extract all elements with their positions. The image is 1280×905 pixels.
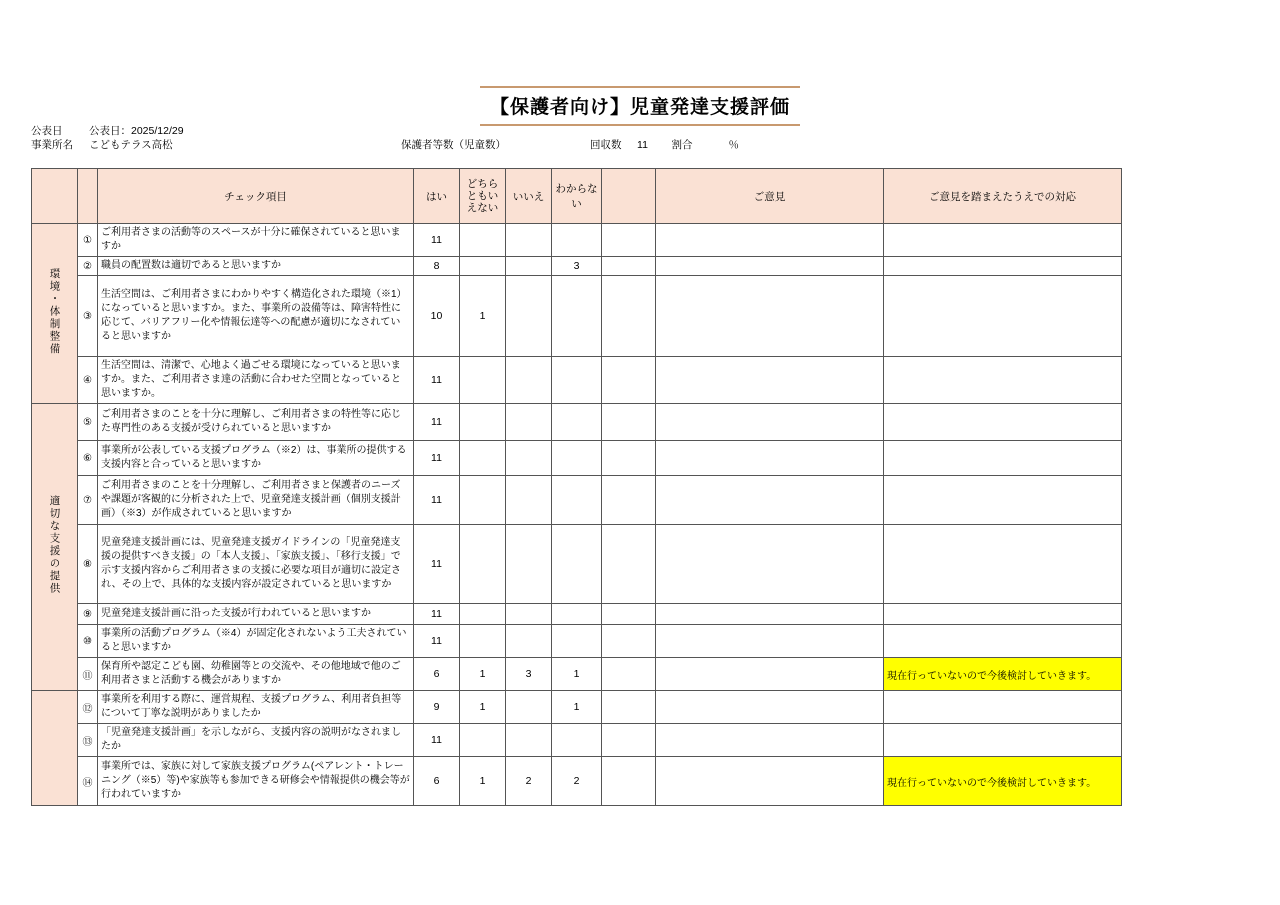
table-header-row: [32, 169, 1122, 224]
table-row: [32, 658, 1122, 691]
count-blank: [602, 757, 656, 806]
publish-date-value: 公表日：2025/12/29: [89, 125, 184, 137]
opinion-cell: [656, 525, 884, 604]
row-number: ⑭: [78, 757, 98, 806]
header-item: チェック項目: [98, 169, 414, 224]
count-neither: [460, 625, 506, 658]
header-yes: はい: [414, 169, 460, 224]
table-row: [32, 357, 1122, 404]
count-yes: 9: [414, 691, 460, 724]
publish-date-label: 公表日: [31, 125, 63, 137]
guardian-count-label: 保護者等数（児童数）: [401, 139, 506, 151]
count-blank: [602, 525, 656, 604]
table-row: [32, 724, 1122, 757]
table-row: [32, 257, 1122, 276]
table-row: [32, 476, 1122, 525]
response-cell: [884, 441, 1122, 476]
evaluation-table: [31, 168, 1122, 806]
category-label: 適切な支援の提供: [48, 495, 61, 595]
question-text: 生活空間は、ご利用者さまにわかりやすく構造化された環境（※1）になっていると思いますか。また、事業所の設備等は、障害特性に応じて、バリアフリー化や情報伝達等への配慮が適切になされていると思いますか: [98, 276, 414, 357]
count-neither: 1: [460, 691, 506, 724]
count-unknown: [552, 357, 602, 404]
count-neither: [460, 357, 506, 404]
row-number: ⑨: [78, 604, 98, 625]
count-unknown: 2: [552, 757, 602, 806]
header-unknown: わからない: [552, 169, 602, 224]
table-body: [32, 224, 1122, 806]
count-unknown: [552, 525, 602, 604]
meta-block: [31, 124, 1251, 152]
collected-count-label: 回収数: [590, 139, 622, 151]
row-number: ⑪: [78, 658, 98, 691]
collected-count-value: 11: [637, 139, 648, 151]
count-unknown: 3: [552, 257, 602, 276]
opinion-cell: [656, 476, 884, 525]
count-neither: 1: [460, 757, 506, 806]
table-row: [32, 276, 1122, 357]
count-no: [506, 476, 552, 525]
count-blank: [602, 476, 656, 525]
question-text: 児童発達支援計画には、児童発達支援ガイドラインの「児童発達支援の提供すべき支援」の「本人支援」、「家族支援」、「移行支援」で示す支援内容からご利用者さまの支援に必要な項目が適切に設定され、その上で、具体的な支援内容が設定されていると思いますか: [98, 525, 414, 604]
count-unknown: [552, 224, 602, 257]
question-text: ご利用者さまのことを十分理解し、ご利用者さまと保護者のニーズや課題が客観的に分析された上で、児童発達支援計画（個別支援計画）（※3）が作成されていると思いますか: [98, 476, 414, 525]
count-unknown: [552, 441, 602, 476]
response-cell: [884, 404, 1122, 441]
question-text: 「児童発達支援計画」を示しながら、支援内容の説明がなされましたか: [98, 724, 414, 757]
response-cell: [884, 525, 1122, 604]
count-yes: 6: [414, 658, 460, 691]
question-text: ご利用者さまのことを十分に理解し、ご利用者さまの特性等に応じた専門性のある支援が受けられていると思いますか: [98, 404, 414, 441]
opinion-cell: [656, 357, 884, 404]
count-no: [506, 691, 552, 724]
category-cell-support: [32, 404, 78, 691]
count-blank: [602, 691, 656, 724]
opinion-cell: [656, 276, 884, 357]
count-yes: 10: [414, 276, 460, 357]
table-row: [32, 757, 1122, 806]
count-no: [506, 441, 552, 476]
count-no: [506, 257, 552, 276]
row-number: ⑦: [78, 476, 98, 525]
count-unknown: [552, 604, 602, 625]
count-blank: [602, 724, 656, 757]
count-neither: [460, 525, 506, 604]
count-unknown: 1: [552, 658, 602, 691]
row-number: ⑩: [78, 625, 98, 658]
response-cell-highlighted: 現在行っていないので今後検討していきます。: [884, 757, 1122, 806]
opinion-cell: [656, 724, 884, 757]
count-yes: 11: [414, 604, 460, 625]
response-cell: [884, 625, 1122, 658]
percent-sign: ％: [728, 139, 739, 151]
count-blank: [602, 276, 656, 357]
header-neither: どちらともいえない: [460, 169, 506, 224]
count-neither: 1: [460, 276, 506, 357]
table-row: [32, 441, 1122, 476]
row-number: ④: [78, 357, 98, 404]
opinion-cell: [656, 257, 884, 276]
count-blank: [602, 357, 656, 404]
count-no: [506, 625, 552, 658]
count-yes: 11: [414, 441, 460, 476]
table-row: [32, 625, 1122, 658]
count-yes: 8: [414, 257, 460, 276]
response-cell: [884, 476, 1122, 525]
count-blank: [602, 257, 656, 276]
row-number: ⑥: [78, 441, 98, 476]
response-cell: [884, 604, 1122, 625]
category-cell-empty: [32, 691, 78, 806]
row-number: ⑫: [78, 691, 98, 724]
count-neither: [460, 604, 506, 625]
count-no: [506, 604, 552, 625]
question-text: 事業所を利用する際に、運営規程、支援プログラム、利用者負担等について丁寧な説明がありましたか: [98, 691, 414, 724]
rate-label: 割合: [671, 139, 693, 151]
row-number: ⑬: [78, 724, 98, 757]
question-text: 事業所では、家族に対して家族支援プログラム(ペアレント・トレーニング（※5）等)や家族等も参加できる研修会や情報提供の機会等が行われていますか: [98, 757, 414, 806]
count-unknown: [552, 625, 602, 658]
count-no: [506, 224, 552, 257]
count-no: [506, 357, 552, 404]
count-unknown: 1: [552, 691, 602, 724]
count-unknown: [552, 276, 602, 357]
row-number: ①: [78, 224, 98, 257]
row-number: ⑤: [78, 404, 98, 441]
response-cell: [884, 724, 1122, 757]
office-name-value: こどもテラス高松: [89, 139, 173, 151]
count-yes: 11: [414, 525, 460, 604]
row-number: ③: [78, 276, 98, 357]
count-unknown: [552, 404, 602, 441]
count-yes: 6: [414, 757, 460, 806]
count-yes: 11: [414, 724, 460, 757]
opinion-cell: [656, 757, 884, 806]
question-text: 保育所や認定こども園、幼稚園等との交流や、その他地域で他のご利用者さまと活動する機会がありますか: [98, 658, 414, 691]
question-text: 児童発達支援計画に沿った支援が行われていると思いますか: [98, 604, 414, 625]
table-row: [32, 525, 1122, 604]
count-no: 3: [506, 658, 552, 691]
opinion-cell: [656, 658, 884, 691]
header-response: ご意見を踏まえたうえでの対応: [884, 169, 1122, 224]
count-neither: [460, 257, 506, 276]
question-text: 職員の配置数は適切であると思いますか: [98, 257, 414, 276]
table-row: [32, 691, 1122, 724]
table-row: [32, 224, 1122, 257]
question-text: ご利用者さまの活動等のスペースが十分に確保されていると思いますか: [98, 224, 414, 257]
question-text: 事業所の活動プログラム（※4）が固定化されないよう工夫されていると思いますか: [98, 625, 414, 658]
opinion-cell: [656, 441, 884, 476]
response-cell: [884, 257, 1122, 276]
count-blank: [602, 224, 656, 257]
count-unknown: [552, 476, 602, 525]
count-blank: [602, 604, 656, 625]
page-title: 【保護者向け】児童発達支援評価: [480, 86, 800, 126]
survey-stats: [401, 138, 739, 152]
header-no: [78, 169, 98, 224]
count-blank: [602, 625, 656, 658]
count-neither: 1: [460, 658, 506, 691]
count-no: 2: [506, 757, 552, 806]
opinion-cell: [656, 404, 884, 441]
table-row: [32, 604, 1122, 625]
header-opinion: ご意見: [656, 169, 884, 224]
header-category: [32, 169, 78, 224]
category-cell-environment: [32, 224, 78, 404]
count-blank: [602, 658, 656, 691]
count-unknown: [552, 724, 602, 757]
opinion-cell: [656, 604, 884, 625]
count-blank: [602, 441, 656, 476]
count-no: [506, 525, 552, 604]
count-blank: [602, 404, 656, 441]
count-no: [506, 404, 552, 441]
question-text: 生活空間は、清潔で、心地よく過ごせる環境になっていると思いますか。また、ご利用者さま達の活動に合わせた空間となっていると思いますか。: [98, 357, 414, 404]
opinion-cell: [656, 625, 884, 658]
count-no: [506, 724, 552, 757]
count-yes: 11: [414, 357, 460, 404]
question-text: 事業所が公表している支援プログラム（※2）は、事業所の提供する支援内容と合っていると思いますか: [98, 441, 414, 476]
count-neither: [460, 441, 506, 476]
count-neither: [460, 724, 506, 757]
row-number: ⑧: [78, 525, 98, 604]
table-row: [32, 404, 1122, 441]
row-number: ②: [78, 257, 98, 276]
response-cell-highlighted: 現在行っていないので今後検討していきます。: [884, 658, 1122, 691]
opinion-cell: [656, 224, 884, 257]
count-yes: 11: [414, 404, 460, 441]
count-neither: [460, 476, 506, 525]
count-yes: 11: [414, 625, 460, 658]
response-cell: [884, 276, 1122, 357]
response-cell: [884, 224, 1122, 257]
count-no: [506, 276, 552, 357]
header-no: いいえ: [506, 169, 552, 224]
opinion-cell: [656, 691, 884, 724]
response-cell: [884, 357, 1122, 404]
count-neither: [460, 404, 506, 441]
page-title-container: [0, 86, 1280, 126]
header-blank: [602, 169, 656, 224]
publish-date-row: [31, 124, 1251, 138]
count-yes: 11: [414, 476, 460, 525]
category-label: 環境・体制整備: [48, 267, 61, 356]
response-cell: [884, 691, 1122, 724]
count-yes: 11: [414, 224, 460, 257]
office-name-label: 事業所名: [31, 139, 73, 151]
count-neither: [460, 224, 506, 257]
